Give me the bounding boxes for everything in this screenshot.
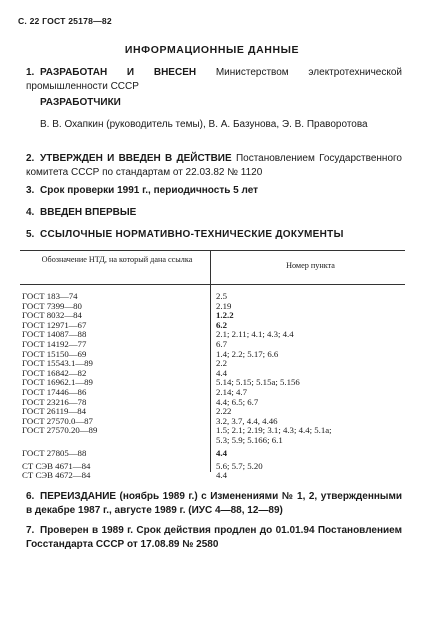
section-title: ИНФОРМАЦИОННЫЕ ДАННЫЕ bbox=[124, 44, 300, 56]
table-row bbox=[20, 471, 405, 481]
item-reissue bbox=[26, 490, 402, 517]
cell-clause: 4.4 bbox=[216, 470, 227, 481]
cell-clause: 2.1; 2.11; 4.1; 4.3; 4.4 bbox=[216, 329, 294, 340]
cell-clause: 1.2.2 bbox=[216, 310, 234, 321]
cell-designation: ГОСТ 27570.0—87 bbox=[22, 415, 93, 426]
cell-clause: 1.4; 2.2; 5.17; 6.6 bbox=[216, 348, 279, 359]
table-row bbox=[20, 426, 405, 436]
item-text: Министерством электротехнической промышленности СССР bbox=[26, 67, 402, 92]
item-text: ССЫЛОЧНЫЕ НОРМАТИВНО-ТЕХНИЧЕСКИЕ ДОКУМЕНТЫ bbox=[40, 229, 344, 240]
cell-designation: ГОСТ 14192—77 bbox=[22, 338, 87, 349]
cell-designation: ГОСТ 23216—78 bbox=[22, 396, 87, 407]
item-text: Проверен в 1989 г. Срок действия продлен до 01.01.94 Постановлением Госстандарта СССР от 17.08.89 № 2580 bbox=[26, 525, 402, 550]
item-number: 6. bbox=[26, 491, 35, 502]
page-header: С. 22 ГОСТ 25178—82 bbox=[18, 16, 112, 26]
item-introduced bbox=[26, 206, 402, 220]
item-text: ПЕРЕИЗДАНИЕ (ноябрь 1989 г.) с Изменениями № 1, 2, утвержденными в декабре 1987 г., августе 1989 г. (ИУС 4—88, 12—89) bbox=[26, 491, 402, 516]
references-table bbox=[20, 250, 405, 481]
item-heading: РАЗРАБОТАН И ВНЕСЕН bbox=[40, 67, 197, 78]
table-top-rule bbox=[20, 250, 405, 251]
cell-designation: ГОСТ 27805—88 bbox=[22, 447, 87, 458]
item-number: 1. bbox=[26, 67, 35, 78]
cell-clause: 3.2, 3.7, 4.4, 4.46 bbox=[216, 415, 278, 426]
cell-designation: СТ СЭВ 4672—84 bbox=[22, 470, 91, 481]
cell-clause: 6.7 bbox=[216, 338, 227, 349]
cell-designation: ГОСТ 15543.1—89 bbox=[22, 358, 93, 369]
cell-clause: 2.5 bbox=[216, 291, 227, 301]
item-number: 7. bbox=[26, 525, 35, 536]
cell-designation: ГОСТ 183—74 bbox=[22, 291, 78, 301]
cell-clause: 2.19 bbox=[216, 300, 232, 311]
cell-clause: 4.4; 6.5; 6.7 bbox=[216, 396, 259, 407]
item-number: 5. bbox=[26, 229, 35, 240]
table-body bbox=[20, 292, 405, 481]
table-header-rule bbox=[20, 284, 405, 285]
item-number: 2. bbox=[26, 153, 35, 164]
cell-designation: ГОСТ 26119—84 bbox=[22, 406, 87, 417]
table-row bbox=[20, 436, 405, 446]
developers-title: РАЗРАБОТЧИКИ bbox=[40, 97, 121, 108]
cell-designation: ГОСТ 14087—88 bbox=[22, 329, 87, 340]
item-review-period bbox=[26, 184, 402, 198]
cell-designation: ГОСТ 27570.20—89 bbox=[22, 425, 98, 436]
item-checked bbox=[26, 524, 402, 551]
item-references bbox=[26, 228, 402, 242]
cell-designation: ГОСТ 16962.1—89 bbox=[22, 377, 93, 388]
cell-designation: ГОСТ 12971—67 bbox=[22, 319, 87, 330]
item-heading: УТВЕРЖДЕН И ВВЕДЕН В ДЕЙСТВИЕ bbox=[40, 153, 232, 164]
table-row bbox=[20, 446, 405, 462]
item-approved bbox=[26, 152, 402, 179]
item-text: ВВЕДЕН ВПЕРВЫЕ bbox=[40, 207, 137, 218]
cell-designation: ГОСТ 15150—69 bbox=[22, 348, 87, 359]
cell-clause: 1.5; 2.1; 2.19; 3.1; 4.3; 4.4; 5.1а; bbox=[216, 425, 332, 436]
cell-clause: 6.2 bbox=[216, 319, 227, 330]
cell-clause: 4.4 bbox=[216, 367, 227, 378]
cell-designation: ГОСТ 16842—82 bbox=[22, 367, 87, 378]
cell-designation: СТ СЭВ 4671—84 bbox=[22, 460, 91, 471]
item-text: Срок проверки 1991 г., периодичность 5 лет bbox=[40, 185, 259, 196]
item-number: 4. bbox=[26, 207, 35, 218]
cell-clause: 2.14; 4.7 bbox=[216, 386, 248, 397]
cell-clause: 2.2 bbox=[216, 358, 227, 369]
cell-designation: ГОСТ 17446—86 bbox=[22, 386, 87, 397]
item-number: 3. bbox=[26, 185, 35, 196]
cell-clause: 5.14; 5.15; 5.15а; 5.156 bbox=[216, 377, 300, 388]
cell-designation: ГОСТ 8032—84 bbox=[22, 310, 82, 321]
table-header-designation: Обозначение НТД, на который дана ссылка bbox=[41, 255, 193, 264]
cell-clause: 5.6; 5.7; 5.20 bbox=[216, 460, 263, 471]
cell-designation: ГОСТ 7399—80 bbox=[22, 300, 82, 311]
cell-clause: 5.3; 5.9; 5.166; 6.1 bbox=[216, 434, 283, 445]
item-developed bbox=[26, 66, 402, 93]
item-text: Постановлением Государственного комитета СССР по стандартам от 22.03.82 № 1120 bbox=[26, 153, 402, 178]
cell-clause: 4.4 bbox=[216, 447, 227, 458]
developers-list: В. В. Охапкин (руководитель темы), В. А. Базунова, Э. В. Праворотова bbox=[40, 119, 368, 130]
table-header-clause: Номер пункта bbox=[286, 261, 335, 270]
cell-clause: 2.22 bbox=[216, 406, 232, 417]
